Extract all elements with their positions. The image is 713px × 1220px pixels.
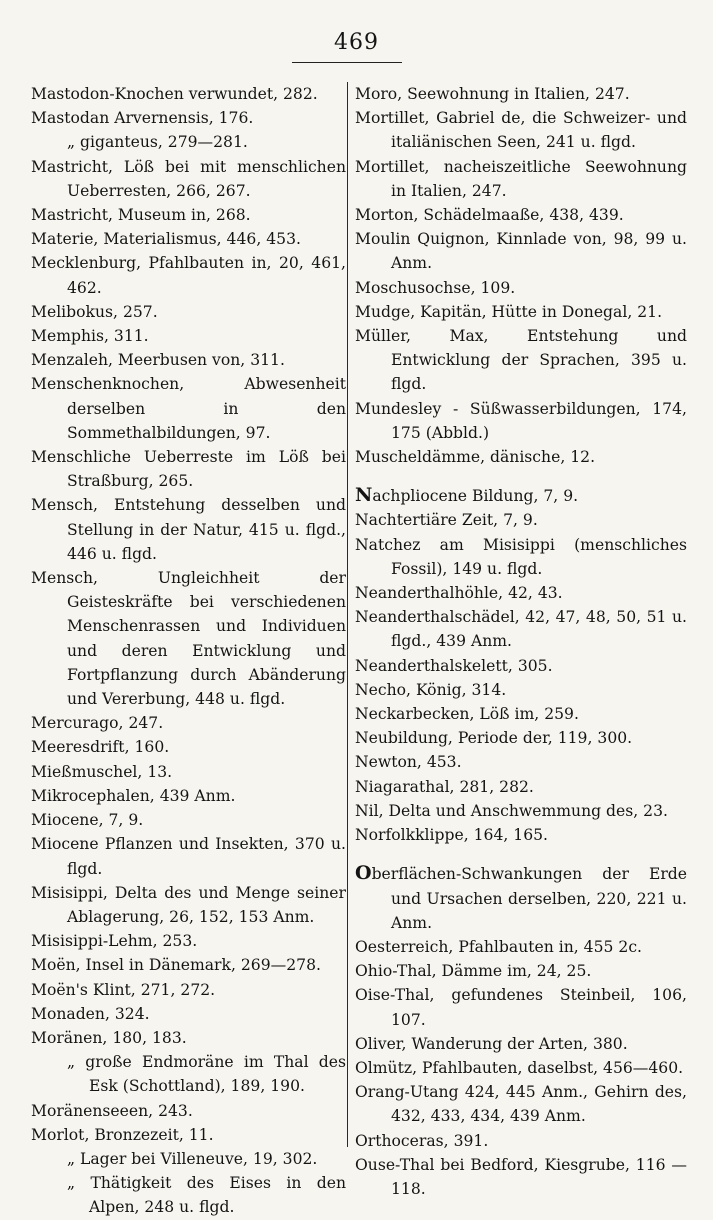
- index-entry: Mecklenburg, Pfahlbauten in, 20, 461, 462.: [31, 254, 346, 297]
- right-index-column: [355, 82, 687, 1201]
- index-entry: Neanderthalschädel, 42, 47, 48, 50, 51 u. flgd., 439 Anm.: [355, 608, 687, 651]
- index-entry: [355, 861, 687, 935]
- index-entry: Oesterreich, Pfahlbauten in, 455 2c.: [355, 937, 643, 956]
- index-entry: Neubildung, Periode der, 119, 300.: [355, 729, 633, 748]
- index-entry: „ Thätigkeit des Eises in den Alpen, 248 u. flgd.: [67, 1174, 346, 1217]
- index-entry: Natchez am Misisippi (menschliches Fossil), 149 u. flgd.: [355, 535, 687, 578]
- page-number: 469: [334, 30, 379, 55]
- index-entry: Orthoceras, 391.: [355, 1131, 489, 1150]
- index-entry: Olmütz, Pfahlbauten, daselbst, 456—460.: [355, 1058, 684, 1077]
- index-entry: Misisippi-Lehm, 253.: [31, 932, 198, 951]
- index-entry: Mortillet, Gabriel de, die Schweizer- und italiänischen Seen, 241 u. flgd.: [355, 109, 687, 152]
- index-entry: Neckarbecken, Löß im, 259.: [355, 705, 579, 724]
- index-entry: „ große Endmoräne im Thal des Esk (Schottland), 189, 190.: [67, 1053, 346, 1096]
- index-entry: Mudge, Kapitän, Hütte in Donegal, 21.: [355, 302, 663, 321]
- index-entry: Menschenknochen, Abwesenheit derselben in den Sommethalbildungen, 97.: [31, 375, 346, 442]
- index-entry: Norfolkklippe, 164, 165.: [355, 826, 549, 845]
- index-entry: Mundesley - Süßwasserbildungen, 174, 175 (Abbld.): [355, 399, 687, 442]
- header-rule: [292, 62, 402, 63]
- index-entry: Miocene Pflanzen und Insekten, 370 u. flgd.: [31, 835, 346, 878]
- index-entry: Ouse-Thal bei Bedford, Kiesgrube, 116 —118.: [355, 1155, 687, 1198]
- index-entry: Neanderthalskelett, 305.: [355, 656, 553, 675]
- index-entry: Morton, Schädelmaaße, 438, 439.: [355, 206, 624, 225]
- index-entry: Mensch, Entstehung desselben und Stellung in der Natur, 415 u. flgd., 446 u. flgd.: [31, 496, 346, 563]
- index-entry: Morlot, Bronzezeit, 11.: [31, 1125, 214, 1144]
- index-entry: Memphis, 311.: [31, 327, 149, 346]
- index-entry: Mastodon-Knochen verwundet, 282.: [31, 85, 318, 103]
- index-entry: Mastricht, Museum in, 268.: [31, 206, 251, 225]
- index-entry: Misisippi, Delta des und Menge seiner Ablagerung, 26, 152, 153 Anm.: [31, 883, 346, 926]
- index-entry: Müller, Max, Entstehung und Entwicklung der Sprachen, 395 u. flgd.: [355, 327, 687, 394]
- index-entry: Orang-Utang 424, 445 Anm., Gehirn des, 432, 433, 434, 439 Anm.: [355, 1083, 687, 1126]
- index-entry: Necho, König, 314.: [355, 680, 507, 699]
- index-entry: Moulin Quignon, Kinnlade von, 98, 99 u. Anm.: [355, 230, 687, 273]
- index-entry: Moën's Klint, 271, 272.: [31, 980, 216, 999]
- index-entry: Melibokus, 257.: [31, 302, 158, 321]
- column-divider: [347, 82, 348, 1147]
- index-entry: Muscheldämme, dänische, 12.: [355, 448, 596, 467]
- index-entry: Materie, Materialismus, 446, 453.: [31, 230, 301, 249]
- section-initial-letter: O: [355, 862, 372, 885]
- index-entry: Miocene, 7, 9.: [31, 811, 144, 830]
- index-entry-text: achpliocene Bildung, 7, 9.: [372, 487, 579, 506]
- index-entry: Mensch, Ungleichheit der Geisteskräfte bei verschiedenen Menschenrassen und Individuen und deren Entwicklung und Fortpflanzung durch Abänderung und Vererbung, 448 u. flgd.: [31, 569, 346, 709]
- section-initial-letter: N: [355, 484, 373, 507]
- index-entry: Ohio-Thal, Dämme im, 24, 25.: [355, 962, 592, 981]
- index-entry: Menschliche Ueberreste im Löß bei Straßburg, 265.: [31, 448, 346, 491]
- index-entry: Meeresdrift, 160.: [31, 738, 170, 757]
- index-entry: Mikrocephalen, 439 Anm.: [31, 786, 236, 805]
- index-entry: Monaden, 324.: [31, 1004, 150, 1023]
- index-entry: Mießmuschel, 13.: [31, 762, 173, 781]
- index-entry: Mastodan Arvernensis, 176.: [31, 109, 254, 128]
- index-entry: Mercurago, 247.: [31, 714, 164, 733]
- index-entry: Mortillet, nacheiszeitliche Seewohnung in Italien, 247.: [355, 157, 687, 200]
- index-entry: „ Lager bei Villeneuve, 19, 302.: [67, 1149, 318, 1168]
- index-entry: Moën, Insel in Dänemark, 269—278.: [31, 956, 321, 975]
- left-index-column: [31, 82, 346, 1220]
- index-entry: Mastricht, Löß bei mit menschlichen Ueberresten, 266, 267.: [31, 157, 346, 200]
- index-entry: Menzaleh, Meerbusen von, 311.: [31, 351, 285, 370]
- index-entry: Niagarathal, 281, 282.: [355, 777, 534, 796]
- index-entry: Oliver, Wanderung der Arten, 380.: [355, 1034, 628, 1053]
- index-entry: Moro, Seewohnung in Italien, 247.: [355, 85, 630, 103]
- index-entry: Oise-Thal, gefundenes Steinbeil, 106, 107.: [355, 986, 687, 1029]
- index-entry: Moschusochse, 109.: [355, 278, 516, 297]
- index-entry: Moränenseeen, 243.: [31, 1101, 193, 1120]
- index-entry: [355, 483, 687, 508]
- index-entry: Nil, Delta und Anschwemmung des, 23.: [355, 801, 668, 820]
- index-entry: Nachtertiäre Zeit, 7, 9.: [355, 511, 538, 530]
- index-entry: „ giganteus, 279—281.: [67, 133, 248, 152]
- index-entry-text: berflächen-Schwankungen der Erde und Ursachen derselben, 220, 221 u. Anm.: [371, 865, 687, 932]
- index-entry: Neanderthalhöhle, 42, 43.: [355, 584, 563, 603]
- index-entry: Newton, 453.: [355, 753, 462, 772]
- index-entry: Moränen, 180, 183.: [31, 1028, 187, 1047]
